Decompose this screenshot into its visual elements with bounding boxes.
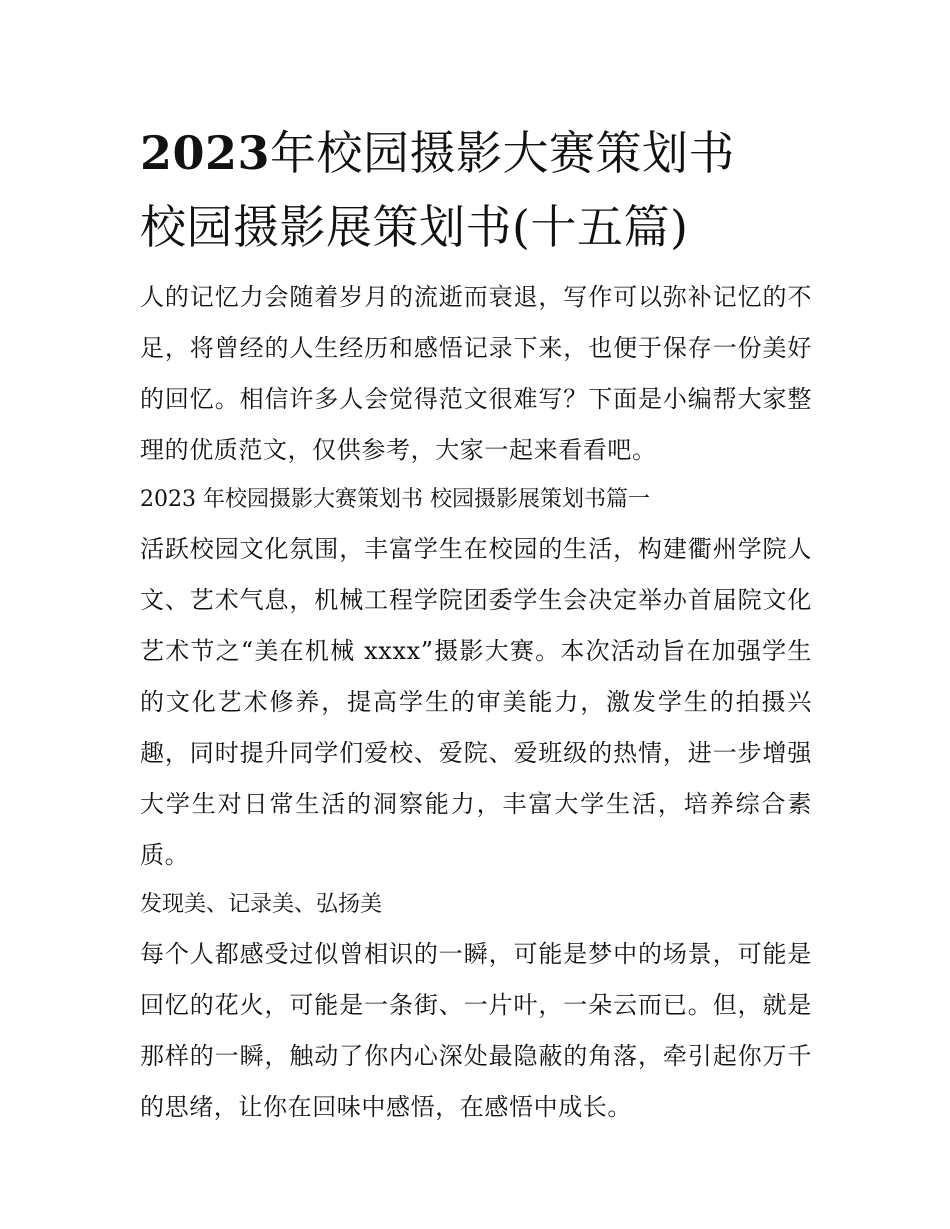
intro-paragraph: 人的记忆力会随着岁月的流逝而衰退，写作可以弥补记忆的不足，将曾经的人生经历和感悟记录下来，也便于保存一份美好的回忆。相信许多人会觉得范文很难写？下面是小编帮大家整理的优质范文，仅供参考，大家一起来看看吧。 [140, 283, 812, 464]
section-paragraph-1: 活跃校园文化氛围，丰富学生在校园的生活，构建衢州学院人文、艺术气息，机械工程学院团委学生会决定举办首届院文化艺术节之“美在机械 xxxx”摄影大赛。本次活动旨在加强学生的文化艺术修养，提高学生的审美能力，激发学生的拍摄兴趣，同时提升同学们爱校、爱院、爱班级的热情，进一步增强大学生对日常生活的洞察能力，丰富大学生活，培养综合素质。 [140, 535, 812, 869]
title-line-1 [140, 116, 812, 190]
section-paragraph-2: 每个人都感受过似曾相识的一瞬，可能是梦中的场景，可能是回忆的花火，可能是一条街、一片叶，一朵云而已。但，就是那样的一瞬，触动了你内心深处最隐蔽的角落，牵引起你万千的思绪，让你在回味中感悟，在感悟中成长。 [140, 940, 812, 1121]
section-heading: 2023 年校园摄影大赛策划书 校园摄影展策划书篇一 [140, 487, 650, 512]
title-year: 2023 [140, 126, 271, 180]
document-title [140, 116, 812, 264]
theme-line: 发现美、记录美、弘扬美 [140, 892, 383, 917]
title-line-1-text: 年校园摄影大赛策划书 [270, 126, 736, 180]
document-page [140, 116, 812, 1133]
title-line-2: 校园摄影展策划书(十五篇) [140, 200, 689, 254]
